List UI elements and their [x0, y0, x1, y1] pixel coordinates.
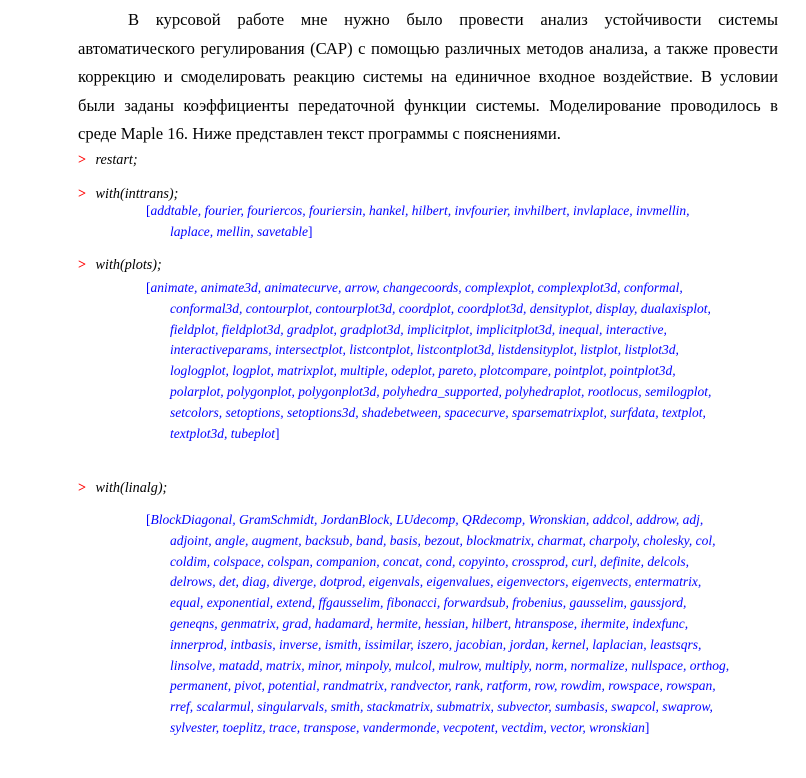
prompt-symbol: > [78, 186, 87, 202]
prompt-symbol: > [78, 257, 87, 273]
output-plots [146, 278, 730, 444]
open-bracket: [ [146, 203, 151, 218]
output-linalg [146, 510, 730, 739]
output-list: BlockDiagonal, GramSchmidt, JordanBlock, LUdecomp, QRdecomp, Wronskian, addcol, addrow, adj, adjoint, angle, augment, backsub, band, basis, bezout, blockmatrix, charmat, charpoly, cholesky, col, coldim, colspace, colspan, companion, concat, cond, copyinto, crossprod, curl, definite, delcols, delrows, det, diag, diverge, dotprod, eigenvals, eigenvalues, eigenvectors, eigenvects, entermatrix, equal, exponential, extend, ffgausselim, fibonacci, forwardsub, frobenius, gausselim, gaussjord, geneqns, genmatrix, grad, hadamard, hermite, hessian, hilbert, htranspose, ihermite, indexfunc, innerprod, intbasis, inverse, ismith, issimilar, iszero, jacobian, jordan, kernel, laplacian, leastsqrs, linsolve, matadd, matrix, minor, minpoly, mulcol, mulrow, multiply, norm, normalize, nullspace, orthog, permanent, pivot, potential, randmatrix, randvector, rank, ratform, row, rowdim, rowspace, rowspan, rref, scalarmul, singularvals, smith, stackmatrix, submatrix, subvector, sumbasis, swapcol, swaprow, sylvester, toeplitz, trace, transpose, vandermonde, vecpotent, vectdim, vector, wronskian [150, 512, 730, 735]
output-list: animate, animate3d, animatecurve, arrow, changecoords, complexplot, complexplot3d, conformal, conformal3d, contourplot, contourplot3d, coordplot, coordplot3d, densityplot, display, dualaxisplot, fieldplot, fieldplot3d, gradplot, gradplot3d, implicitplot, implicitplot3d, inequal, interactive, interactiveparams, intersectplot, listcontplot, listcontplot3d, listdensityplot, listplot, listplot3d, loglogplot, logplot, matrixplot, multiple, odeplot, pareto, plotcompare, pointplot, pointplot3d, polarplot, polygonplot, polygonplot3d, polyhedra_supported, polyhedraplot, rootlocus, semilogplot, setcolors, setoptions, setoptions3d, shadebetween, spacecurve, sparsematrixplot, surfdata, textplot, textplot3d, tubeplot [150, 280, 712, 441]
output-inttrans [146, 201, 730, 243]
command-with-plots[interactable] [78, 256, 162, 274]
open-bracket: [ [146, 280, 151, 295]
command-restart[interactable] [78, 151, 138, 169]
prompt-symbol: > [78, 152, 87, 168]
close-bracket: ] [274, 425, 280, 441]
command-with-linalg[interactable] [78, 479, 167, 497]
close-bracket: ] [307, 223, 313, 239]
open-bracket: [ [146, 512, 151, 527]
command-input[interactable]: with(inttrans); [95, 186, 179, 202]
command-input[interactable]: with(plots); [95, 257, 162, 273]
command-input[interactable]: with(linalg); [95, 480, 168, 496]
close-bracket: ] [644, 719, 650, 735]
prompt-symbol: > [78, 480, 87, 496]
output-list: addtable, fourier, fouriercos, fouriersin, hankel, hilbert, invfourier, invhilbert, invlaplace, invmellin, laplace, mellin, savetable [150, 203, 690, 239]
intro-paragraph: В курсовой работе мне нужно было провести анализ устойчивости системы автоматического регулирования (САР) с помощью различных методов анализа, а также провести коррекцию и смоделировать реакцию системы на единичное входное воздействие. В условии были заданы коэффициенты передаточной функции системы. Моделирование проводилось в среде Maple 16. Ниже представлен текст программы с пояснениями. [78, 10, 778, 143]
command-input[interactable]: restart; [95, 152, 138, 168]
